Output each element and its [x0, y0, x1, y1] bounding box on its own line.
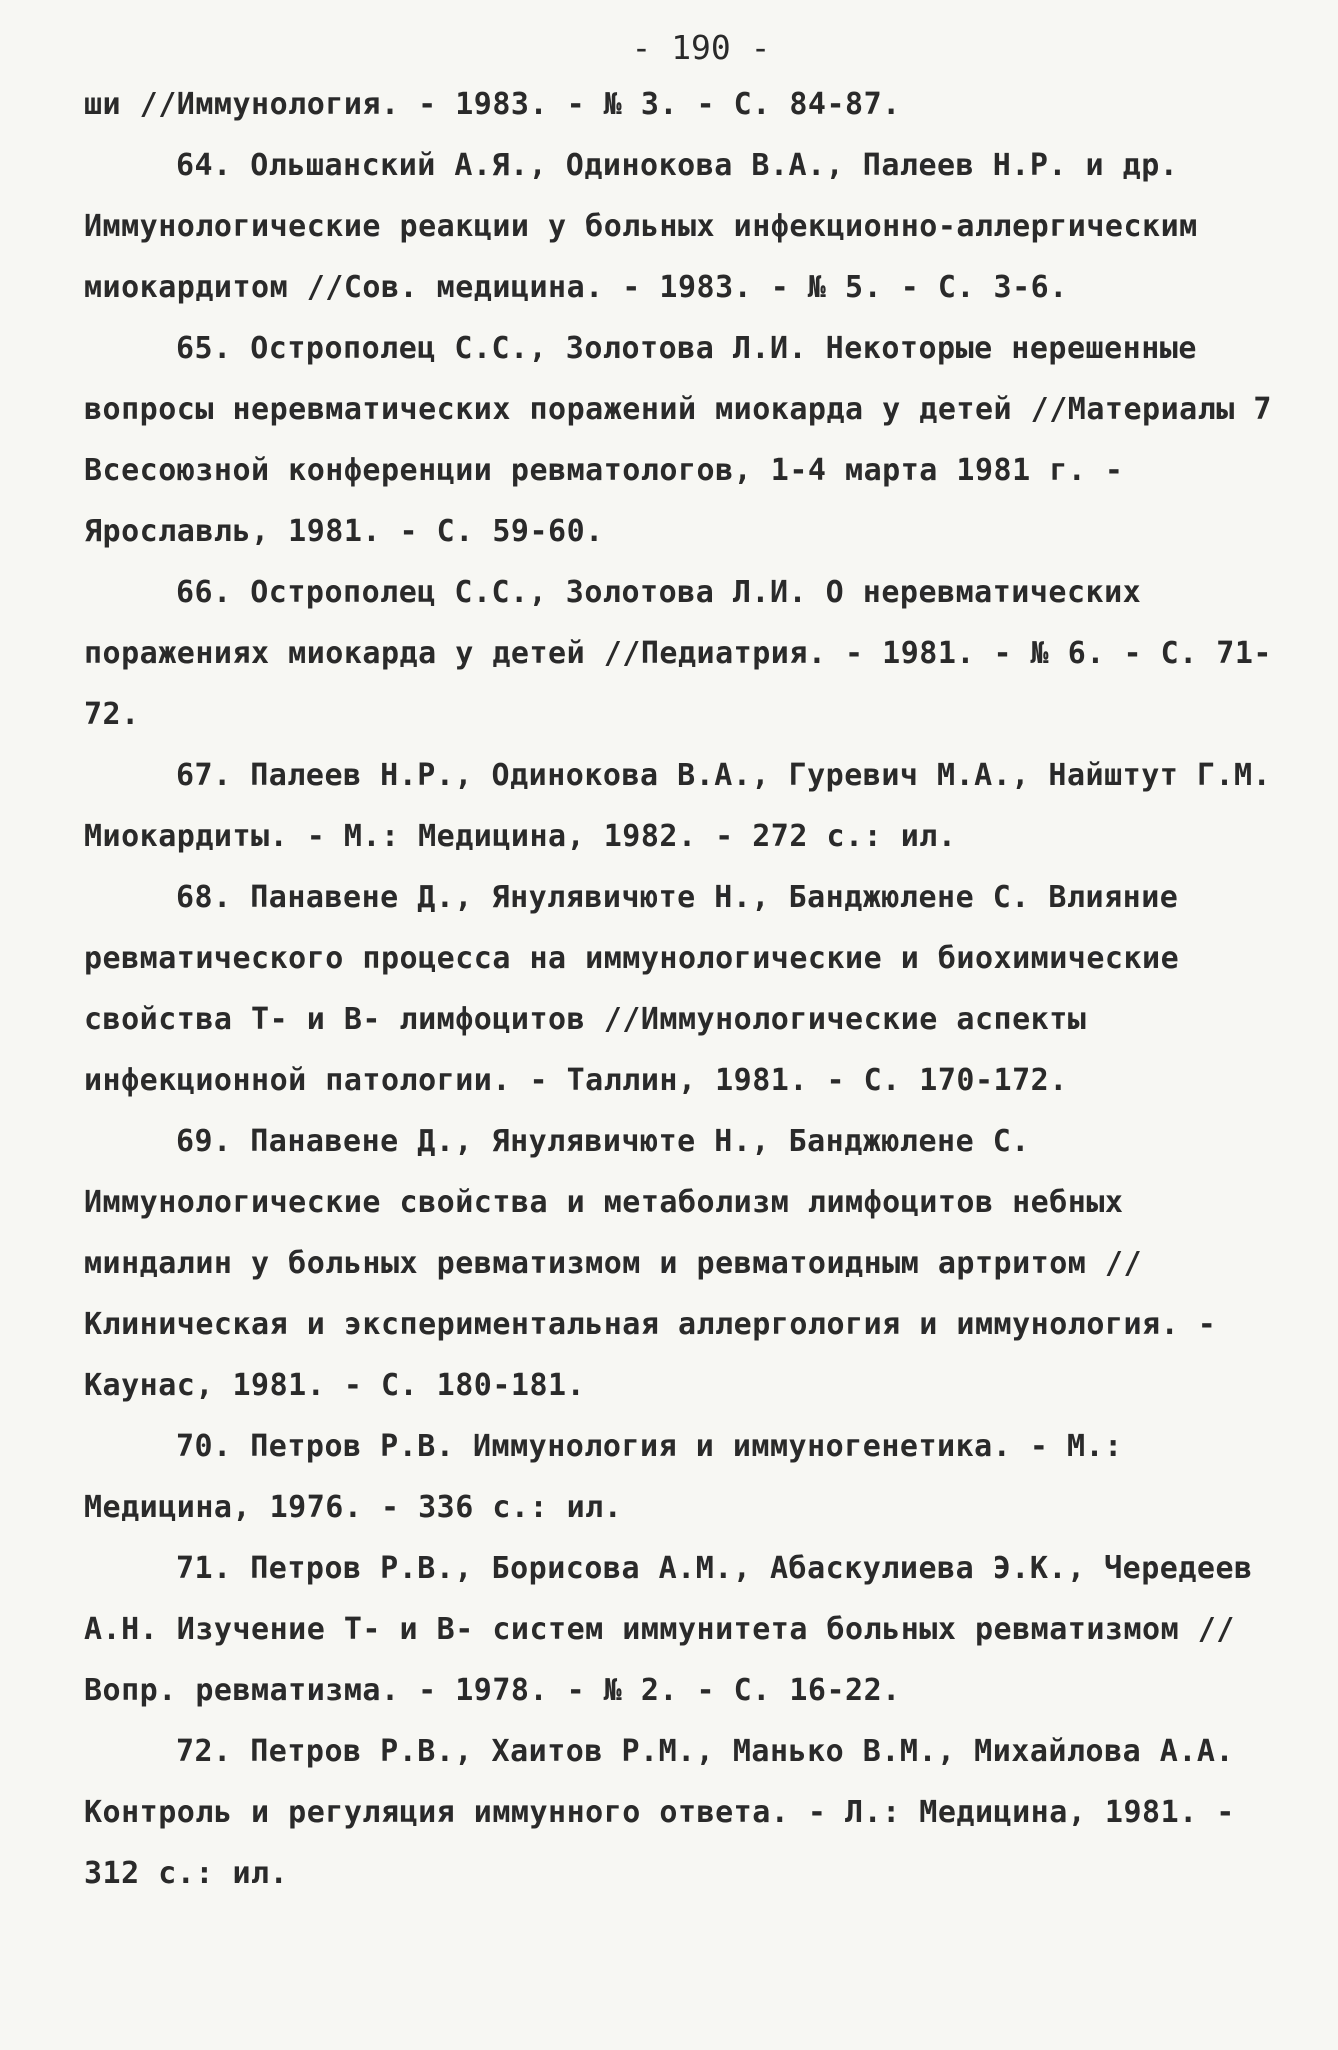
reference-entry [84, 318, 1278, 562]
reference-number: 67. [176, 758, 232, 793]
reference-list [84, 135, 1278, 1904]
reference-text: Острополец С.С., Золотова Л.И. Некоторые нерешенные вопросы неревматических поражений миокарда у детей //Материалы 7 Всесоюзной конференции ревматологов, 1-4 марта 1981 г. - Ярославль, 1981. - С. 59-60. [84, 331, 1272, 549]
reference-entry [84, 562, 1278, 745]
reference-text: Панавене Д., Янулявичюте Н., Банджюлене С. Влияние ревматического процесса на иммунологические и биохимические свойства Т- и В- лимфоцитов //Иммунологические аспекты инфекционной патологии. - Таллин, 1981. - С. 170-172. [84, 880, 1180, 1098]
reference-entry [84, 1111, 1278, 1416]
reference-number: 68. [176, 880, 232, 915]
reference-text: Петров Р.В., Хаитов Р.М., Манько В.М., Михайлова А.А. Контроль и регуляция иммунного ответа. - Л.: Медицина, 1981. - 312 с.: ил. [84, 1734, 1235, 1891]
reference-text: Панавене Д., Янулявичюте Н., Банджюлене С. Иммунологические свойства и метаболизм лимфоцитов небных миндалин у больных ревматизмом и ревматоидным артритом //Клиническая и экспериментальная аллергология и иммунология. - Каунас, 1981. - С. 180-181. [84, 1124, 1217, 1403]
reference-number: 72. [176, 1734, 232, 1769]
continuation-line: ши //Иммунология. - 1983. - № 3. - С. 84-87. [84, 87, 901, 122]
reference-number: 69. [176, 1124, 232, 1159]
reference-entry [84, 1538, 1278, 1721]
reference-entry [84, 867, 1278, 1111]
reference-number: 71. [176, 1551, 232, 1586]
page-number: - 190 - [631, 28, 771, 67]
reference-entry [84, 1416, 1278, 1538]
reference-entry [84, 745, 1278, 867]
reference-text: Острополец С.С., Золотова Л.И. О неревматических поражениях миокарда у детей //Педиатрия. - 1981. - № 6. - С. 71-72. [84, 575, 1272, 732]
reference-number: 70. [176, 1429, 232, 1464]
reference-text: Палеев Н.Р., Одинокова В.А., Гуревич М.А., Найштут Г.М. Миокардиты. - М.: Медицина, 1982. - 272 с.: ил. [84, 758, 1272, 854]
reference-number: 66. [176, 575, 232, 610]
reference-entry [84, 1721, 1278, 1904]
reference-number: 64. [176, 148, 232, 183]
reference-text: Ольшанский А.Я., Одинокова В.А., Палеев Н.Р. и др. Иммунологические реакции у больных инфекционно-аллергическим миокардитом //Сов. медицина. - 1983. - № 5. - С. 3-6. [84, 148, 1198, 305]
reference-entry [84, 135, 1278, 318]
reference-text: Петров Р.В., Борисова А.М., Абаскулиева Э.К., Чередеев А.Н. Изучение Т- и В- систем иммунитета больных ревматизмом //Вопр. ревматизма. - 1978. - № 2. - С. 16-22. [84, 1551, 1253, 1708]
reference-text: Петров Р.В. Иммунология и иммуногенетика. - М.: Медицина, 1976. - 336 с.: ил. [84, 1429, 1123, 1525]
reference-number: 65. [176, 331, 232, 366]
